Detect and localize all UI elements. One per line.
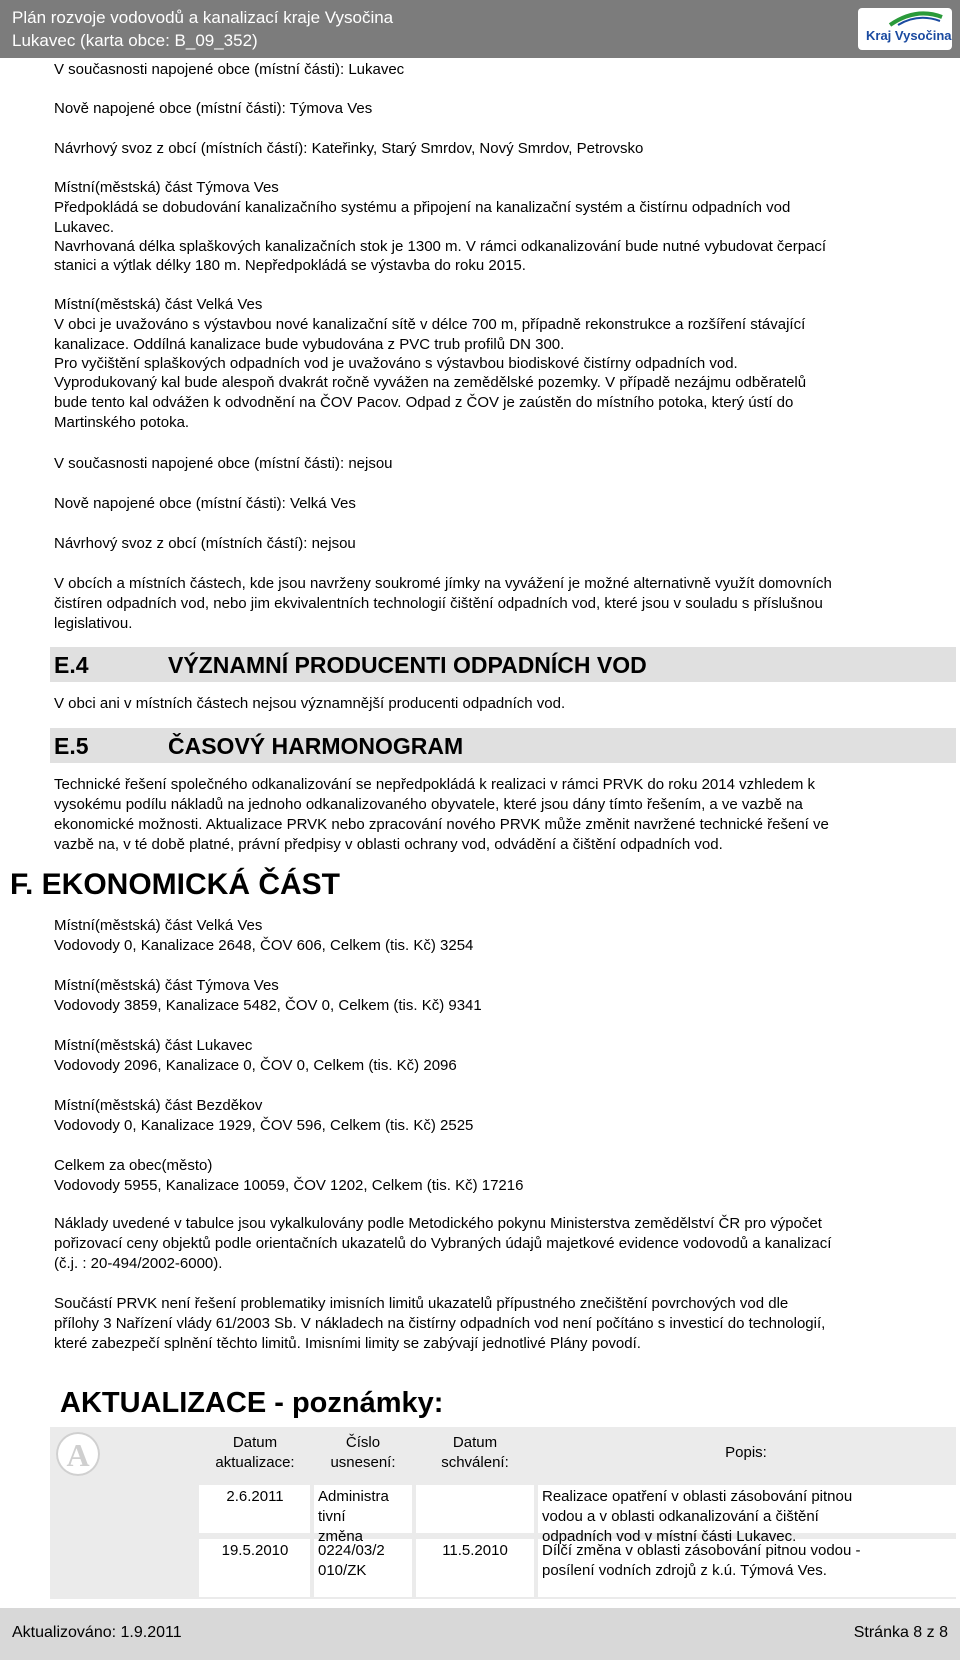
paragraph-line: ekonomické možnosti. Aktualizace PRVK nebo zpracování nového PRVK může změnit navržené technické řešení ve xyxy=(54,816,829,833)
table-cell: 11.5.2010 xyxy=(442,1542,508,1559)
current-connected-text-2: V současnosti napojené obce (místní části): nejsou xyxy=(54,455,393,472)
current-connected-text: V současnosti napojené obce (místní části): Lukavec xyxy=(54,61,405,78)
updates-table xyxy=(50,1427,956,1599)
logo-text: Kraj Vysočina xyxy=(866,28,952,43)
paragraph-line: (č.j. : 20-494/2002-6000). xyxy=(54,1255,223,1272)
updates-badge-icon xyxy=(56,1432,100,1476)
kraj-vysocina-logo xyxy=(858,8,952,50)
paragraph-line: Lukavec. xyxy=(54,219,115,236)
paragraph-line: Navrhovaná délka splaškových kanalizačních stok je 1300 m. V rámci odkanalizování bude nutné vybudovat čerpací xyxy=(54,238,827,255)
updates-title: AKTUALIZACE - poznámky: xyxy=(60,1387,444,1419)
cost-part-name: Místní(městská) část Lukavec xyxy=(54,1037,253,1054)
proposed-collection-text-2: Návrhový svoz z obcí (místních částí): nejsou xyxy=(54,535,356,552)
cost-total-name: Celkem za obec(město) xyxy=(54,1157,213,1174)
section-number: E.4 xyxy=(54,652,89,678)
section-e5-heading xyxy=(50,728,956,763)
paragraph-line: V obci je uvažováno s výstavbou nové kanalizační sítě v délce 700 m, případně rekonstrukce a rozšíření stávající xyxy=(54,316,806,333)
section-title: VÝZNAMNÍ PRODUCENTI ODPADNÍCH VOD xyxy=(168,652,647,678)
document-title: Plán rozvoje vodovodů a kanalizací kraje Vysočina xyxy=(12,8,394,27)
proposed-collection-text: Návrhový svoz z obcí (místních částí): Kateřinky, Starý Smrdov, Nový Smrdov, Petrovsko xyxy=(54,140,644,157)
badge-letter: A xyxy=(66,1437,90,1473)
column-header: Číslo usnesení: xyxy=(330,1434,396,1471)
table-cell: Realizace opatření v oblasti zásobování pitnou vodou a v oblasti odkanalizování a čištění odpadních vod v místní části Lukavec. xyxy=(542,1488,853,1545)
velka-ves-heading: Místní(městská) část Velká Ves xyxy=(54,296,263,313)
paragraph-line: Vyprodukovaný kal bude alespoň dvakrát ročně vyvážen na zemědělské pozemky. V případě nezájmu odběratelů xyxy=(54,374,807,391)
table-cell: 2.6.2011 xyxy=(226,1488,284,1505)
table-cell: 0224/03/2 010/ZK xyxy=(318,1542,385,1579)
cost-part-name: Místní(městská) část Bezděkov xyxy=(54,1097,263,1114)
paragraph-line: Náklady uvedené v tabulce jsou vykalkulovány podle Metodického pokynu Ministerstva zemědělství ČR pro výpočet xyxy=(54,1215,822,1232)
paragraph-line: vysokému podílu nákladů na jednoho odkanalizovaného obyvatele, které jsou dány tímto řešením, a ve vazbě na xyxy=(54,796,803,813)
paragraph-line: vazbě na, v té době platné, právní předpisy v oblasti ochrany vod, odvádění a čištění odpadních vod. xyxy=(54,836,723,853)
section-e4-heading xyxy=(50,647,956,682)
section-number: E.5 xyxy=(54,733,89,759)
document-subtitle: Lukavec (karta obce: B_09_352) xyxy=(12,31,258,50)
paragraph-line: Martinského potoka. xyxy=(54,414,190,431)
table-cell: Administra tivní změna xyxy=(318,1488,389,1545)
cost-part-name: Místní(městská) část Velká Ves xyxy=(54,917,263,934)
paragraph-line: které zabezpečí splnění těchto limitů. Imisními limity se zabývají jednotlivé Plány povodí. xyxy=(54,1335,641,1352)
cost-values: Vodovody 0, Kanalizace 2648, ČOV 606, Celkem (tis. Kč) 3254 xyxy=(54,937,474,954)
table-cell: 19.5.2010 xyxy=(221,1542,289,1559)
paragraph-line: legislativou. xyxy=(54,615,133,632)
section-e4-text: V obci ani v místních částech nejsou významnější producenti odpadních vod. xyxy=(54,695,566,712)
page-number: Stránka 8 z 8 xyxy=(853,1624,948,1641)
section-title: ČASOVÝ HARMONOGRAM xyxy=(168,733,464,759)
cost-total-values: Vodovody 5955, Kanalizace 10059, ČOV 1202, Celkem (tis. Kč) 17216 xyxy=(54,1177,524,1194)
tymova-ves-heading: Místní(městská) část Týmova Ves xyxy=(54,179,279,196)
newly-connected-text-2: Nově napojené obce (místní části): Velká Ves xyxy=(54,495,356,512)
section-f-heading: F. EKONOMICKÁ ČÁST xyxy=(10,868,340,901)
page-footer xyxy=(0,1608,960,1660)
paragraph-line: kanalizace. Oddílná kanalizace bude vybudována z PVC trub profilů DN 300. xyxy=(54,336,565,353)
paragraph-line: Součástí PRVK není řešení problematiky imisních limitů ukazatelů přípustného znečištění povrchových vod dle xyxy=(54,1295,789,1312)
column-header: Datum schválení: xyxy=(441,1434,509,1471)
paragraph-line: V obcích a místních částech, kde jsou navrženy soukromé jímky na vyvážení je možné alternativně využít domovních xyxy=(54,575,832,592)
paragraph-line: přílohy 3 Nařízení vlády 61/2003 Sb. V nákladech na čistírny odpadních vod není počítáno s investicí do technologií, xyxy=(54,1315,826,1332)
paragraph-line: Předpokládá se dobudování kanalizačního systému a připojení na kanalizační systém a čistírnu odpadních vod xyxy=(54,199,791,216)
logo-swoosh-icon xyxy=(888,11,944,27)
paragraph-line: pořizovací ceny objektů podle orientačních ukazatelů do Vybraných údajů majetkové evidence vodovodů a kanalizací xyxy=(54,1235,832,1252)
paragraph-line: stanici a výtlak délky 180 m. Nepředpokládá se výstavba do roku 2015. xyxy=(54,257,526,274)
cost-part-name: Místní(městská) část Týmova Ves xyxy=(54,977,279,994)
paragraph-line: čistíren odpadních vod, nebo jim ekvivalentních technologií čištění odpadních vod, které jsou v souladu s příslušnou xyxy=(54,595,823,612)
paragraph-line: Pro vyčištění splaškových odpadních vod je uvažováno s výstavbou biodiskové čistírny odpadních vod. xyxy=(54,355,738,372)
column-header: Datum aktualizace: xyxy=(215,1434,295,1471)
column-header: Popis: xyxy=(725,1444,767,1461)
newly-connected-text: Nově napojené obce (místní části): Týmova Ves xyxy=(54,100,373,117)
page-header xyxy=(0,0,960,58)
cost-values: Vodovody 0, Kanalizace 1929, ČOV 596, Celkem (tis. Kč) 2525 xyxy=(54,1117,474,1134)
paragraph-line: bude tento kal odvážen k odvodnění na ČOV Pacov. Odpad z ČOV je zaústěn do místního potoka, který ústí do xyxy=(54,394,794,411)
paragraph-line: Technické řešení společného odkanalizování se nepředpokládá k realizaci v rámci PRVK do roku 2014 vzhledem k xyxy=(54,776,815,793)
updated-date: Aktualizováno: 1.9.2011 xyxy=(12,1624,182,1641)
cost-values: Vodovody 2096, Kanalizace 0, ČOV 0, Celkem (tis. Kč) 2096 xyxy=(54,1057,457,1074)
cost-values: Vodovody 3859, Kanalizace 5482, ČOV 0, Celkem (tis. Kč) 9341 xyxy=(54,997,482,1014)
table-cell: Dílčí změna v oblasti zásobování pitnou vodou - posílení vodních zdrojů z k.ú. Týmová Ves. xyxy=(542,1542,861,1579)
